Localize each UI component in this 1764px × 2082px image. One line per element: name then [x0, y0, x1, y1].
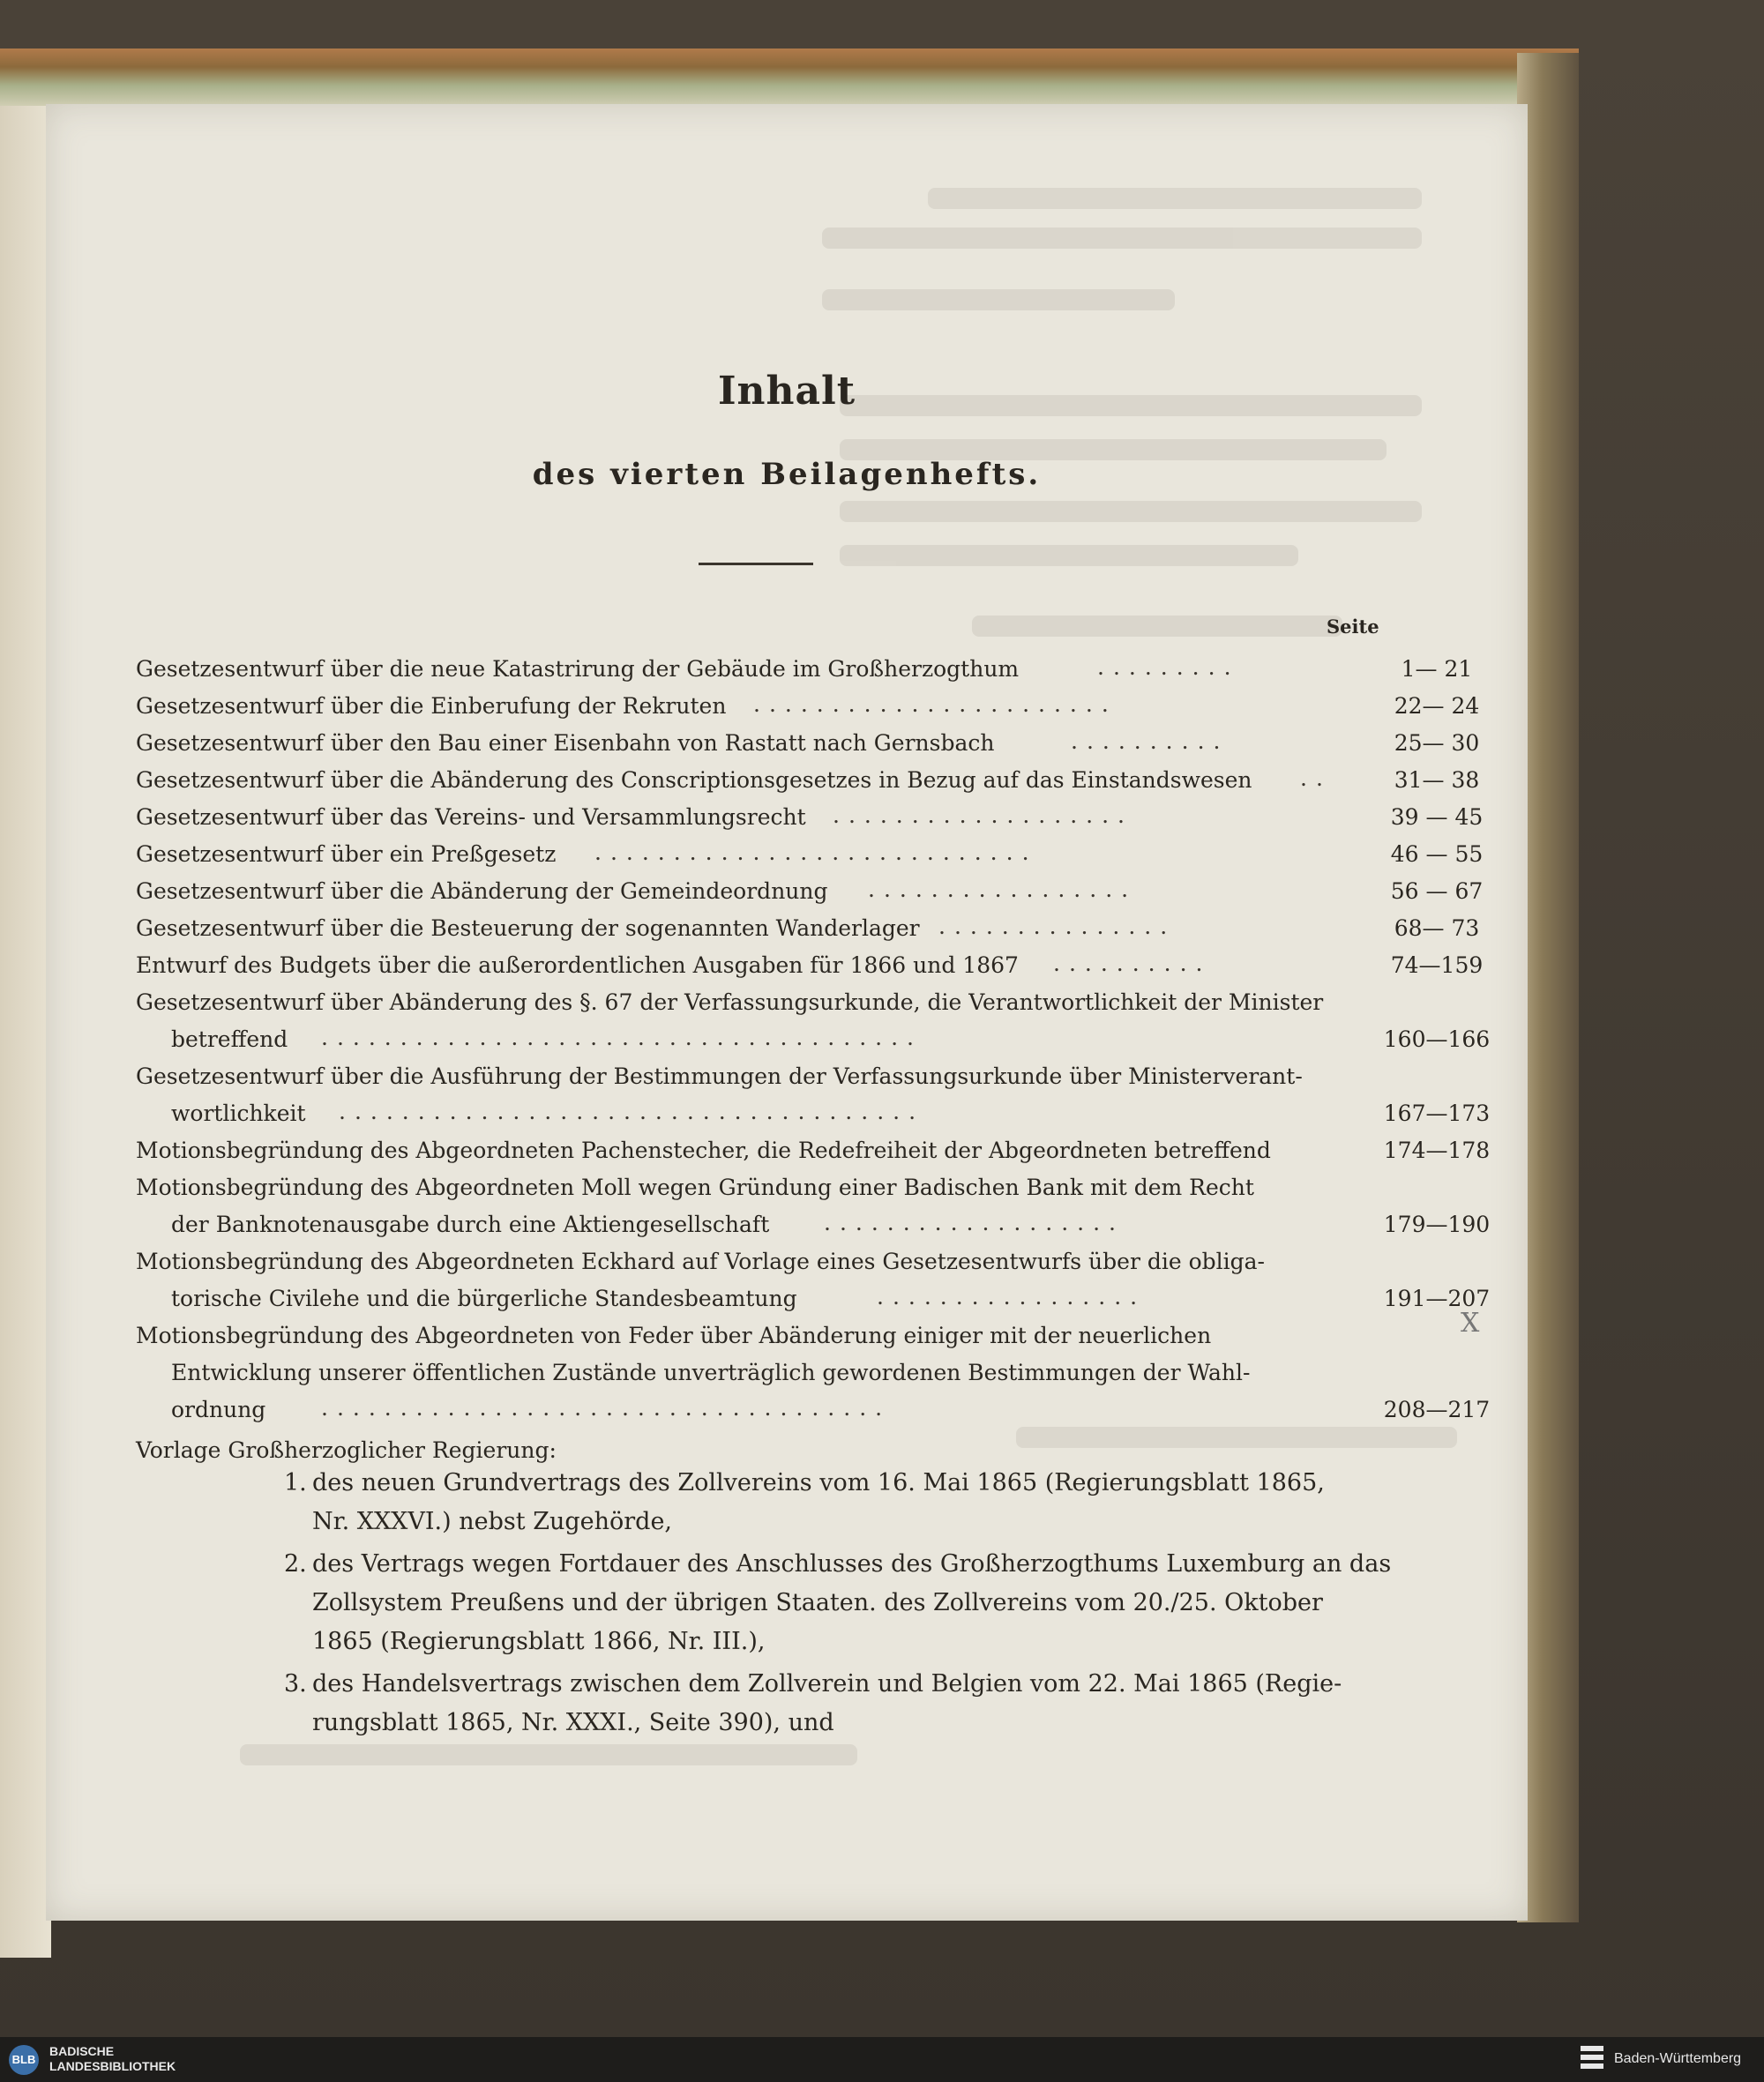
- page-title: Inhalt: [717, 369, 856, 414]
- entry-text: der Banknotenausgabe durch eine Aktiengesellschaft: [171, 1212, 770, 1237]
- leader-dots: .......................: [753, 691, 1117, 717]
- sub-item-number: 3.: [284, 1670, 307, 1698]
- leader-dots: ..........: [1053, 951, 1212, 976]
- leader-dots: ...................: [833, 802, 1133, 828]
- page: [46, 104, 1528, 1921]
- library-name-line1: BADISCHE: [49, 2044, 115, 2058]
- entry-pages: 191—207: [1383, 1286, 1491, 1311]
- toc-entry: [136, 1206, 1491, 1242]
- toc-entry: [136, 651, 1476, 686]
- column-header-seite: Seite: [1327, 616, 1379, 638]
- entry-pages: 208—217: [1383, 1397, 1491, 1422]
- library-name: [49, 2044, 176, 2074]
- left-page-edge: [0, 106, 51, 1958]
- sub-item-line: Nr. XXXVI.) nebst Zugehörde,: [312, 1508, 673, 1535]
- leader-dots: ..: [1300, 765, 1332, 791]
- entry-text: Gesetzesentwurf über die Besteuerung der sogenannten Wanderlager: [136, 915, 920, 941]
- entry-text: Gesetzesentwurf über die Abänderung des Conscriptionsgesetzes in Bezug auf das Einstandswesen: [136, 767, 1252, 793]
- entry-text: Entwurf des Budgets über die außerordentlichen Ausgaben für 1866 und 1867: [136, 952, 1019, 978]
- entry-text: Motionsbegründung des Abgeordneten Eckhard auf Vorlage eines Gesetzesentwurfs über die obliga-: [136, 1249, 1265, 1274]
- entry-text: Gesetzesentwurf über die neue Katastrirung der Gebäude im Großherzogthum: [136, 656, 1020, 682]
- entry-text: wortlichkeit: [171, 1101, 306, 1126]
- entry-pages: 160—166: [1383, 1026, 1491, 1052]
- blb-logo-icon: BLB: [9, 2045, 39, 2075]
- entry-text: torische Civilehe und die bürgerliche Standesbeamtung: [171, 1286, 797, 1311]
- toc-entry: [136, 1392, 1491, 1427]
- toc-entry: [136, 1058, 1476, 1093]
- sub-item-number: 1.: [284, 1469, 307, 1496]
- entry-text: Motionsbegründung des Abgeordneten von Feder über Abänderung einiger mit der neuerlichen: [136, 1323, 1212, 1348]
- entry-pages: 31— 38: [1394, 767, 1480, 793]
- toc-entry: [136, 1243, 1476, 1279]
- leader-dots: ...............: [938, 914, 1177, 939]
- leader-dots: ......................................: [321, 1025, 923, 1050]
- toc-entry: [136, 1021, 1491, 1056]
- sub-item-line: rungsblatt 1865, Nr. XXXI., Seite 390), und: [312, 1709, 834, 1736]
- toc-entry: [136, 762, 1480, 797]
- viewer-footer: [0, 2037, 1764, 2082]
- entry-text: Gesetzesentwurf über Abänderung des §. 67 der Verfassungsurkunde, die Verantwortlichkeit der Minister: [136, 989, 1324, 1015]
- leader-dots: ...................: [824, 1210, 1125, 1235]
- toc-entry: [136, 1132, 1491, 1168]
- pencil-margin-mark: X: [1461, 1308, 1480, 1339]
- entry-text: Gesetzesentwurf über den Bau einer Eisenbahn von Rastatt nach Gernsbach: [136, 730, 995, 756]
- entry-pages: 74—159: [1390, 952, 1484, 978]
- leader-dots: ....................................: [321, 1395, 892, 1421]
- entry-pages: 22— 24: [1394, 693, 1480, 719]
- entry-text: Entwicklung unserer öffentlichen Zustände unverträglich gewordenen Bestimmungen der Wahl-: [171, 1360, 1251, 1385]
- sub-item-line: des Handelsvertrags zwischen dem Zollverein und Belgien vom 22. Mai 1865 (Regie-: [312, 1670, 1342, 1698]
- library-name-line2: LANDESBIBLIOTHEK: [49, 2059, 176, 2073]
- entry-text: Gesetzesentwurf über ein Preßgesetz: [136, 841, 557, 867]
- toc-entry: [136, 1095, 1491, 1131]
- entry-text: Motionsbegründung des Abgeordneten Pachenstecher, die Redefreiheit der Abgeordneten betreffend: [136, 1138, 1271, 1163]
- entry-text: Vorlage Großherzoglicher Regierung:: [136, 1437, 557, 1463]
- leader-dots: .........: [1097, 654, 1240, 680]
- toc-entry: [136, 984, 1476, 1019]
- entry-pages: 179—190: [1383, 1212, 1491, 1237]
- page-subtitle: des vierten Beilagenhefts.: [532, 457, 1042, 492]
- entry-pages: 68— 73: [1394, 915, 1480, 941]
- entry-pages: 25— 30: [1394, 730, 1480, 756]
- entry-text: Motionsbegründung des Abgeordneten Moll wegen Gründung einer Badischen Bank mit dem Recht: [136, 1175, 1254, 1200]
- entry-text: Gesetzesentwurf über die Ausführung der Bestimmungen der Verfassungsurkunde über Ministerverant-: [136, 1063, 1303, 1089]
- toc-entry: [136, 947, 1484, 982]
- toc-entry: [136, 1317, 1476, 1353]
- entry-pages: 39 — 45: [1390, 804, 1484, 830]
- sub-item-number: 2.: [284, 1550, 307, 1578]
- toc-entry: [136, 799, 1484, 834]
- entry-text: betreffend: [171, 1026, 288, 1052]
- sub-item-line: des Vertrags wegen Fortdauer des Anschlusses des Großherzogthums Luxemburg an das: [312, 1550, 1392, 1578]
- toc-entry: [136, 910, 1480, 945]
- book-cover-top-edge: [0, 49, 1579, 110]
- toc-entry: [136, 688, 1480, 723]
- state-name: Baden-Württemberg: [1614, 2051, 1742, 2066]
- toc-entry: [136, 1169, 1476, 1205]
- toc-entry: [136, 1354, 1476, 1390]
- sub-item-line: des neuen Grundvertrags des Zollvereins vom 16. Mai 1865 (Regierungsblatt 1865,: [312, 1469, 1325, 1496]
- toc-entry: [136, 873, 1484, 908]
- entry-text: Gesetzesentwurf über das Vereins- und Versammlungsrecht: [136, 804, 806, 830]
- toc-entry: [136, 836, 1484, 871]
- baden-wuerttemberg-lion-icon: [1579, 2044, 1605, 2074]
- entry-pages: 174—178: [1383, 1138, 1491, 1163]
- toc-entry: [136, 1432, 1476, 1467]
- leader-dots: .................: [877, 1284, 1147, 1310]
- sub-item-line: 1865 (Regierungsblatt 1866, Nr. III.),: [312, 1628, 766, 1655]
- toc-entry: [136, 1280, 1491, 1316]
- leader-dots: .................: [868, 877, 1138, 902]
- entry-pages: 1— 21: [1401, 656, 1473, 682]
- leader-dots: ..........: [1071, 728, 1230, 754]
- sub-item-line: Zollsystem Preußens und der übrigen Staaten. des Zollvereins vom 20./25. Oktober: [312, 1589, 1323, 1616]
- leader-dots: .....................................: [339, 1099, 925, 1124]
- title-divider: [699, 563, 813, 565]
- toc-entry: [136, 725, 1480, 760]
- entry-pages: 167—173: [1383, 1101, 1491, 1126]
- entry-pages: 56 — 67: [1390, 878, 1484, 904]
- leader-dots: ............................: [594, 840, 1038, 865]
- entry-pages: 46 — 55: [1390, 841, 1484, 867]
- entry-text: Gesetzesentwurf über die Abänderung der Gemeindeordnung: [136, 878, 828, 904]
- entry-text: ordnung: [171, 1397, 266, 1422]
- entry-text: Gesetzesentwurf über die Einberufung der Rekruten: [136, 693, 727, 719]
